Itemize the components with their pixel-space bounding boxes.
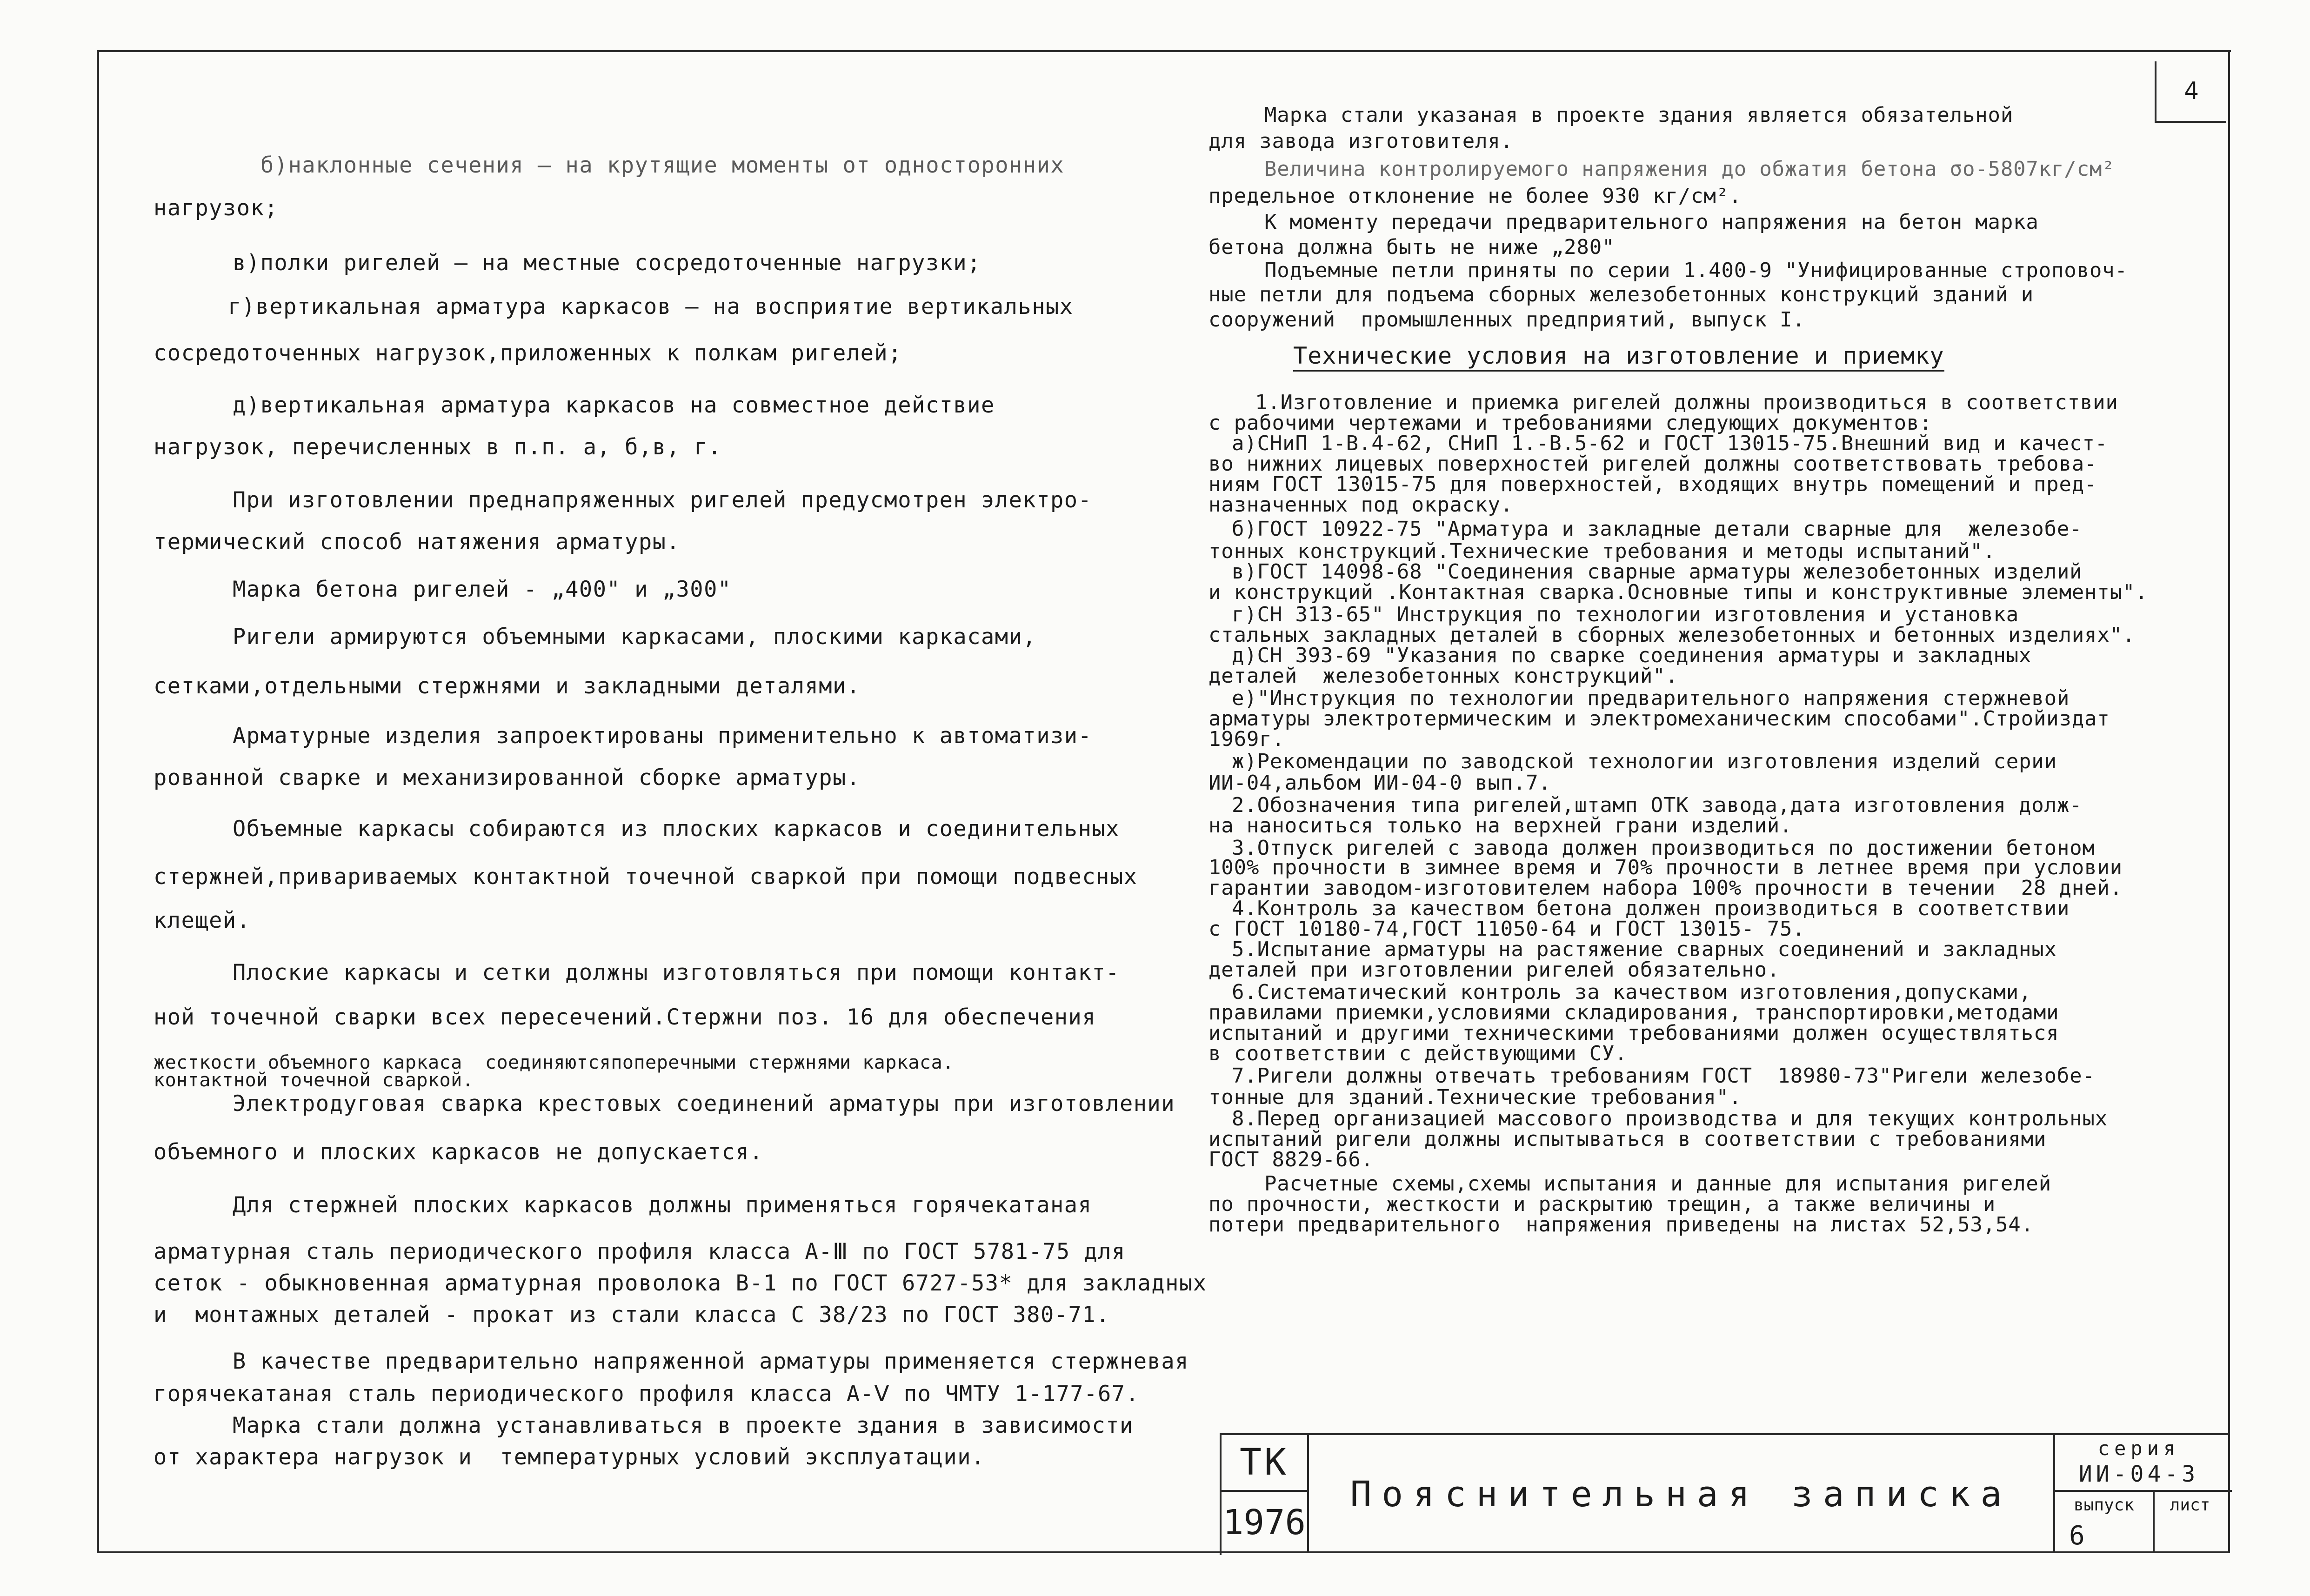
left-column-line: Для стержней плоских каркасов должны применяться горячекатаная <box>233 1192 1092 1218</box>
frame-border-left <box>97 50 99 1552</box>
organization-code: ТК <box>1222 1435 1309 1492</box>
left-column-line: При изготовлении преднапряженных ригелей предусмотрен электро- <box>233 487 1092 513</box>
technical-conditions-line: стальных закладных деталей в сборных железобетонных и бетонных изделиях". <box>1208 623 2136 647</box>
left-column-line: сеток - обыкновенная арматурная проволока В-1 по ГОСТ 6727-53* для закладных <box>154 1270 1207 1296</box>
technical-conditions-line: Расчетные схемы,схемы испытания и данные для испытания ригелей <box>1264 1172 2051 1196</box>
left-column-line: В качестве предварительно напряженной арматуры применяется стержневая <box>233 1349 1189 1374</box>
left-column-line: б)наклонные сечения — на крутящие моменты от односторонних <box>260 153 1065 178</box>
left-text-column <box>154 0 1237 1488</box>
frame-border-right <box>2228 50 2230 1552</box>
document-title: Пояснительная записка <box>1350 1473 2012 1515</box>
left-column-line: Плоские каркасы и сетки должны изготовляться при помощи контакт- <box>233 960 1120 985</box>
technical-conditions-line: с ГОСТ 10180-74,ГОСТ 11050-64 и ГОСТ 13015- 75. <box>1208 917 1805 941</box>
left-column-line: жесткости объемного каркаса соединяютсяпоперечными стержнями каркаса. <box>154 1052 954 1073</box>
left-column-line: горячекатаная сталь периодического профиля класса А-Ⅴ по ЧМТУ 1-177-67. <box>154 1381 1140 1407</box>
technical-conditions-line: а)СНиП 1-В.4-62, СНиП 1.-В.5-62 и ГОСТ 13015-75.Внешний вид и качест- <box>1232 432 2108 455</box>
left-column-line: Арматурные изделия запроектированы применительно к автоматизи- <box>233 723 1092 749</box>
technical-conditions-line: б)ГОСТ 10922-75 "Арматура и закладные детали сварные для железобе- <box>1232 517 2083 541</box>
technical-conditions-text <box>1208 0 2213 1395</box>
technical-conditions-line: 100% прочности в зимнее время и 70% прочности в летнее время при условии <box>1208 856 2123 879</box>
technical-conditions-heading: Технические условия на изготовление и приемку <box>1293 342 1944 372</box>
technical-conditions-line: ГОСТ 8829-66. <box>1208 1148 1374 1171</box>
technical-conditions-line: е)"Инструкция по технологии предварительного напряжения стержневой <box>1232 686 2070 710</box>
left-column-line: рованной сварке и механизированной сборке арматуры. <box>154 765 861 791</box>
issue-label: выпуск <box>2073 1496 2135 1515</box>
right-intro-line: Подъемные петли приняты по серии 1.400-9 "Унифицированные строповоч- <box>1264 259 2128 282</box>
technical-conditions-line: ИИ-04,альбом ИИ-04-0 вып.7. <box>1208 771 1551 795</box>
technical-conditions-line: потери предварительного напряжения приведены на листах 52,53,54. <box>1208 1213 2034 1237</box>
right-intro-line: предельное отклонение не более 930 кг/см². <box>1208 184 1742 208</box>
issue-year: 1976 <box>1222 1492 1309 1553</box>
right-intro-line: сооружений промышленных предприятий, выпуск I. <box>1208 308 1805 332</box>
technical-conditions-line: г)СН 313-65" Инструкция по технологии изготовления и установка <box>1232 603 2019 626</box>
technical-conditions-line: испытаний ригели должны испытываться в соответствии с требованиями <box>1208 1127 2047 1151</box>
technical-conditions-line: 8.Перед организацией массового производства и для текущих контрольных <box>1232 1107 2108 1130</box>
left-column-line: термический способ натяжения арматуры. <box>154 529 681 555</box>
technical-conditions-line: правилами приемки,условиями складирования, транспортировки,методами <box>1208 1001 2059 1024</box>
technical-conditions-line: 4.Контроль за качеством бетона должен производиться в соответствии <box>1232 897 2070 920</box>
technical-conditions-line: 1969г. <box>1208 727 1285 751</box>
technical-conditions-line: 1.Изготовление и приемка ригелей должны производиться в соответствии <box>1255 391 2118 414</box>
technical-conditions-line: деталей при изготовлении ригелей обязательно. <box>1208 958 1780 982</box>
technical-conditions-line: 3.Отпуск ригелей с завода должен производиться по достижении бетоном <box>1232 836 2095 860</box>
technical-conditions-line: испытаний и другими техническими требованиями должен осуществляться <box>1208 1021 2059 1045</box>
technical-conditions-line: в соответствии с действующими СУ. <box>1208 1042 1628 1065</box>
left-column-line: и монтажных деталей - прокат из стали класса С 38/23 по ГОСТ 380-71. <box>154 1302 1110 1328</box>
left-column-line: Ригели армируются объемными каркасами, плоскими каркасами, <box>233 624 1037 650</box>
right-intro-line: К моменту передачи предварительного напряжения на бетон марка <box>1264 210 2039 234</box>
technical-conditions-line: в)ГОСТ 14098-68 "Соединения сварные арматуры железобетонных изделий <box>1232 560 2083 584</box>
left-column-line: клещей. <box>154 908 251 933</box>
left-column-line: сосредоточенных нагрузок,приложенных к полкам ригелей; <box>154 340 902 366</box>
left-column-line: от характера нагрузок и температурных условий эксплуатации. <box>154 1444 985 1470</box>
left-column-line: арматурная сталь периодического профиля класса А-Ⅲ по ГОСТ 5781-75 для <box>154 1239 1126 1264</box>
left-column-line: д)вертикальная арматура каркасов на совместное действие <box>233 392 995 418</box>
technical-conditions-line: деталей железобетонных конструкций". <box>1208 664 1678 688</box>
left-column-line: объемного и плоских каркасов не допускается. <box>154 1139 764 1165</box>
left-column-line: контактной точечной сваркой. <box>154 1070 474 1091</box>
right-intro-line: Величина контролируемого напряжения до обжатия бетона σо-5807кг/см² <box>1264 157 2115 181</box>
technical-conditions-line: арматуры электротермическим и электромеханическим способами".Стройиздат <box>1208 707 2110 731</box>
right-intro-line: ные петли для подъема сборных железобетонных конструкций зданий и <box>1208 283 2034 306</box>
left-column-line: нагрузок, перечисленных в п.п. а, б,в, г. <box>154 434 722 460</box>
left-column-line: в)полки ригелей — на местные сосредоточенные нагрузки; <box>233 250 981 276</box>
technical-conditions-line: и конструкций .Контактная сварка.Основные типы и конструктивные элементы". <box>1208 580 2148 604</box>
issue-value: 6 <box>2069 1521 2085 1551</box>
left-column-line: сетками,отдельными стержнями и закладными деталями. <box>154 673 861 699</box>
technical-conditions-line: тонные для зданий.Технические требования". <box>1208 1085 1742 1109</box>
technical-conditions-line: 5.Испытание арматуры на растяжение сварных соединений и закладных <box>1232 938 2057 961</box>
technical-conditions-line: 7.Ригели должны отвечать требованиям ГОСТ 18980-73"Ригели железобе- <box>1232 1064 2095 1088</box>
right-intro-line: для завода изготовителя. <box>1208 129 1513 153</box>
issue-cell <box>2053 1492 2155 1553</box>
sheet-cell <box>2153 1492 2230 1553</box>
technical-conditions-line: 6.Систематический контроль за качеством изготовления,допусками, <box>1232 980 2032 1004</box>
series-label: серия <box>2097 1437 2180 1460</box>
left-column-line: ной точечной сварки всех пересечений.Стержни поз. 16 для обеспечения <box>154 1004 1096 1030</box>
series-cell <box>2053 1435 2232 1492</box>
technical-conditions-line: с рабочими чертежами и требованиями следующих документов: <box>1208 411 1932 435</box>
series-value: ИИ-04-3 <box>2078 1461 2199 1487</box>
left-column-line: г)вертикальная арматура каркасов — на восприятие вертикальных <box>228 294 1074 319</box>
page-number: 4 <box>2155 61 2226 123</box>
sheet-label: лист <box>2170 1496 2210 1515</box>
technical-conditions-line: тонных конструкций.Технические требования и методы испытаний". <box>1208 539 1996 563</box>
technical-conditions-line: гарантии заводом-изготовителем набора 100% прочности в течении 28 дней. <box>1208 876 2123 900</box>
right-intro-line: бетона должна быть не ниже „280" <box>1208 235 1615 259</box>
left-column-line: нагрузок; <box>154 195 279 221</box>
technical-conditions-line: д)СН 393-69 "Указания по сварке соединения арматуры и закладных <box>1232 644 2032 667</box>
technical-conditions-line: 2.Обозначения типа ригелей,штамп ОТК завода,дата изготовления долж- <box>1232 793 2083 817</box>
title-block <box>1220 1433 2230 1555</box>
technical-conditions-line: назначенных под окраску. <box>1208 493 1513 517</box>
right-intro-line: Марка стали указаная в проекте здания является обязательной <box>1264 103 2014 127</box>
technical-conditions-line: ж)Рекомендации по заводской технологии изготовления изделий серии <box>1232 750 2057 773</box>
left-column-line: Электродуговая сварка крестовых соединений арматуры при изготовлении <box>233 1091 1175 1117</box>
left-column-line: стержней,привариваемых контактной точечной сваркой при помощи подвесных <box>154 864 1138 890</box>
left-column-line: Марка бетона ригелей - „400" и „300" <box>233 577 732 602</box>
technical-conditions-line: по прочности, жесткости и раскрытию трещин, а также величины и <box>1208 1192 1996 1216</box>
left-column-line: Объемные каркасы собираются из плоских каркасов и соединительных <box>233 816 1120 842</box>
technical-conditions-line: на наноситься только на верхней грани изделий. <box>1208 814 1793 838</box>
left-column-line: Марка стали должна устанавливаться в проекте здания в зависимости <box>233 1413 1134 1438</box>
technical-conditions-line: во нижних лицевых поверхностей ригелей должны соответствовать требова- <box>1208 452 2097 476</box>
technical-conditions-line: ниям ГОСТ 13015-75 для поверхностей, входящих внутрь помещений и пред- <box>1208 472 2097 496</box>
